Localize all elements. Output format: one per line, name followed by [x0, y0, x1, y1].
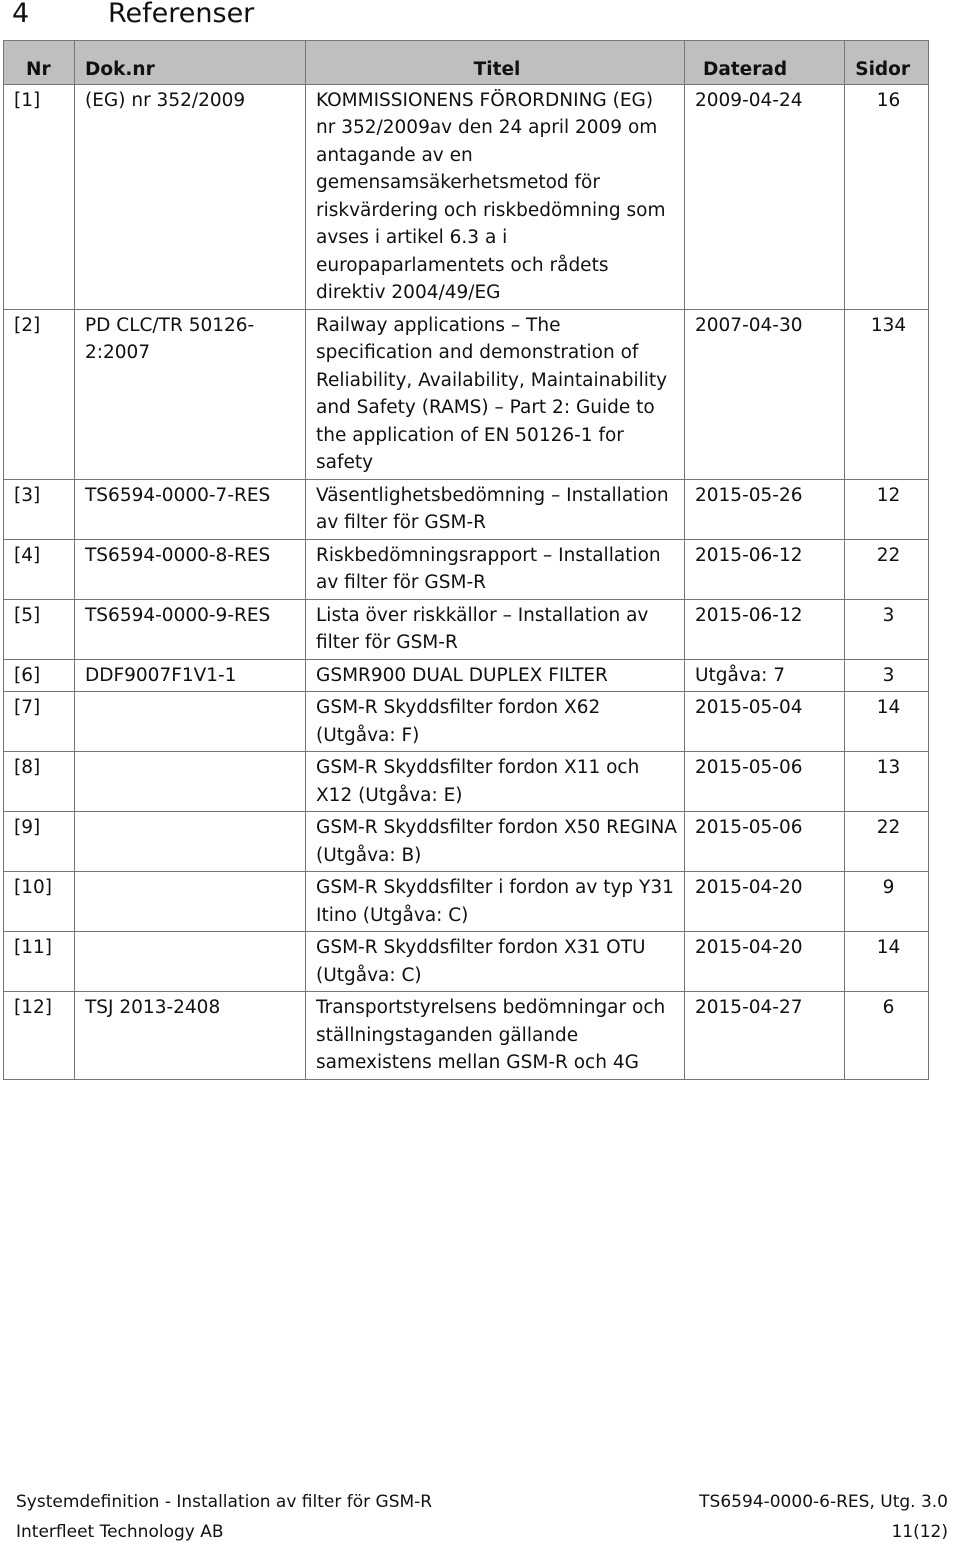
cell-doc: TS6594-0000-8-RES	[75, 539, 306, 599]
cell-date: 2015-05-26	[685, 479, 845, 539]
section-number: 4	[12, 0, 30, 29]
cell-pages: 134	[845, 309, 929, 479]
footer-doc-title: Systemdefinition - Installation av filter för GSM-R	[16, 1492, 433, 1512]
cell-doc: TS6594-0000-7-RES	[75, 479, 306, 539]
cell-nr: [2]	[4, 309, 75, 479]
cell-doc	[75, 872, 306, 932]
cell-date: 2015-04-20	[685, 932, 845, 992]
cell-doc: TS6594-0000-9-RES	[75, 599, 306, 659]
cell-date: 2015-06-12	[685, 539, 845, 599]
table-row	[4, 309, 929, 479]
table-row	[4, 932, 929, 992]
cell-title: GSM-R Skyddsfilter fordon X50 REGINA (Utgåva: B)	[306, 812, 685, 872]
table-row	[4, 539, 929, 599]
cell-pages: 22	[845, 539, 929, 599]
cell-nr: [6]	[4, 659, 75, 692]
cell-date: 2009-04-24	[685, 84, 845, 309]
cell-title: GSM-R Skyddsfilter fordon X11 och X12 (Utgåva: E)	[306, 752, 685, 812]
cell-nr: [3]	[4, 479, 75, 539]
cell-title: Väsentlighetsbedömning – Installation av filter för GSM-R	[306, 479, 685, 539]
cell-pages: 16	[845, 84, 929, 309]
cell-title: Riskbedömningsrapport – Installation av filter för GSM-R	[306, 539, 685, 599]
cell-pages: 22	[845, 812, 929, 872]
col-header-doc: Dok.nr	[75, 41, 306, 85]
footer-page-number: 11(12)	[891, 1522, 948, 1542]
cell-pages: 13	[845, 752, 929, 812]
cell-nr: [7]	[4, 692, 75, 752]
cell-doc: TSJ 2013-2408	[75, 992, 306, 1080]
cell-date: 2015-05-06	[685, 812, 845, 872]
footer-doc-id: TS6594-0000-6-RES, Utg. 3.0	[699, 1492, 948, 1512]
table-row	[4, 992, 929, 1080]
cell-nr: [11]	[4, 932, 75, 992]
cell-date: 2015-04-27	[685, 992, 845, 1080]
footer-company: Interfleet Technology AB	[16, 1522, 224, 1542]
cell-nr: [4]	[4, 539, 75, 599]
cell-pages: 9	[845, 872, 929, 932]
cell-nr: [5]	[4, 599, 75, 659]
cell-title: GSM-R Skyddsfilter fordon X31 OTU (Utgåva: C)	[306, 932, 685, 992]
cell-doc: (EG) nr 352/2009	[75, 84, 306, 309]
references-table	[3, 40, 929, 1080]
footer-top-line	[16, 1490, 948, 1516]
cell-doc	[75, 692, 306, 752]
col-header-date: Daterad	[685, 41, 845, 85]
table-row	[4, 599, 929, 659]
cell-title: GSMR900 DUAL DUPLEX FILTER	[306, 659, 685, 692]
cell-date: 2015-05-04	[685, 692, 845, 752]
cell-title: Lista över riskkällor – Installation av filter för GSM-R	[306, 599, 685, 659]
cell-nr: [12]	[4, 992, 75, 1080]
table-row	[4, 659, 929, 692]
cell-pages: 12	[845, 479, 929, 539]
table-row	[4, 692, 929, 752]
cell-date: 2015-04-20	[685, 872, 845, 932]
cell-nr: [1]	[4, 84, 75, 309]
table-header-row	[4, 41, 929, 85]
table-row	[4, 812, 929, 872]
section-title: Referenser	[108, 0, 255, 29]
section-heading	[12, 0, 254, 34]
cell-doc	[75, 752, 306, 812]
cell-title: GSM-R Skyddsfilter i fordon av typ Y31 Itino (Utgåva: C)	[306, 872, 685, 932]
cell-nr: [10]	[4, 872, 75, 932]
cell-pages: 3	[845, 599, 929, 659]
table-row	[4, 84, 929, 309]
cell-doc: PD CLC/TR 50126-2:2007	[75, 309, 306, 479]
table-row	[4, 752, 929, 812]
cell-doc	[75, 932, 306, 992]
cell-nr: [8]	[4, 752, 75, 812]
table-row	[4, 479, 929, 539]
cell-pages: 14	[845, 692, 929, 752]
col-header-nr: Nr	[4, 41, 75, 85]
cell-title: GSM-R Skyddsfilter fordon X62 (Utgåva: F)	[306, 692, 685, 752]
cell-title: Transportstyrelsens bedömningar och ställningstaganden gällande samexistens mellan GSM-R och 4G	[306, 992, 685, 1080]
col-header-title: Titel	[306, 41, 685, 85]
footer-bottom-line	[16, 1520, 948, 1546]
cell-date: 2007-04-30	[685, 309, 845, 479]
cell-pages: 14	[845, 932, 929, 992]
cell-nr: [9]	[4, 812, 75, 872]
cell-pages: 6	[845, 992, 929, 1080]
table-row	[4, 872, 929, 932]
cell-doc: DDF9007F1V1-1	[75, 659, 306, 692]
cell-doc	[75, 812, 306, 872]
cell-date: Utgåva: 7	[685, 659, 845, 692]
cell-title: KOMMISSIONENS FÖRORDNING (EG) nr 352/2009av den 24 april 2009 om antagande av en gemensamsäkerhetsmetod för riskvärdering och riskbedömning som avses i artikel 6.3 a i europaparlamentets och rådets direktiv 2004/49/EG	[306, 84, 685, 309]
cell-pages: 3	[845, 659, 929, 692]
cell-title: Railway applications – The specification and demonstration of Reliability, Availability, Maintainability and Safety (RAMS) – Part 2: Guide to the application of EN 50126-1 for safety	[306, 309, 685, 479]
col-header-pages: Sidor	[845, 41, 929, 85]
cell-date: 2015-05-06	[685, 752, 845, 812]
cell-date: 2015-06-12	[685, 599, 845, 659]
